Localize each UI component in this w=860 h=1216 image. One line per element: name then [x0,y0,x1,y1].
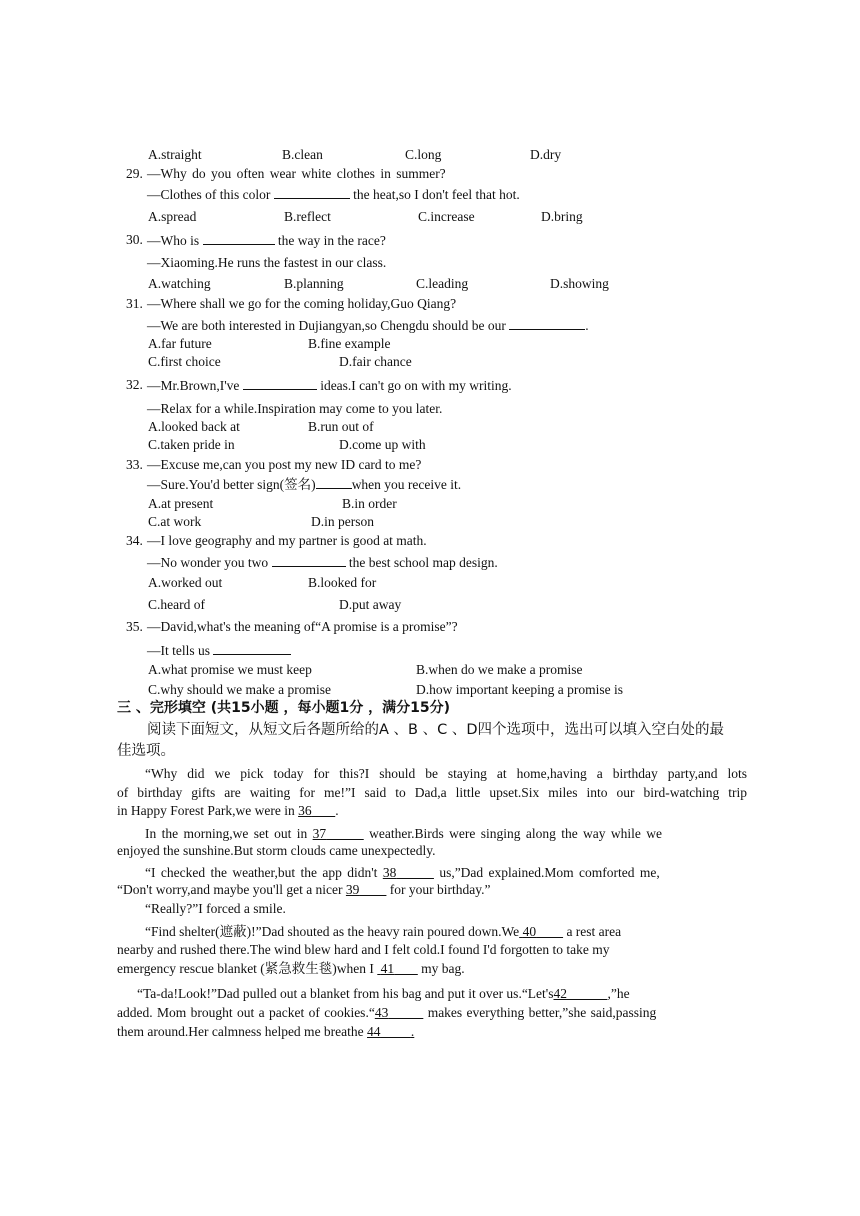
q32-option-c[interactable]: C.taken pride in [148,437,235,452]
blank-38-number: 38 [382,865,397,880]
passage-p1-line3 [117,802,339,820]
section-instruction-line2: 佳选项。 [117,743,175,759]
q28-option-a[interactable]: A.straight [148,147,202,162]
q35-option-a[interactable]: A.what promise we must keep [148,662,312,677]
q30-option-a[interactable]: A.watching [148,276,211,291]
passage-p5-line3-post: my bag. [421,961,465,976]
q31-option-d[interactable]: D.fair chance [339,354,412,369]
blank-40[interactable] [519,924,563,939]
q34-number: 34. [126,533,143,548]
passage-p5-line1-post: a rest area [566,924,622,939]
q29-reply-pre: —Clothes of this color [147,187,271,202]
q30-stem [147,231,386,250]
q34-option-b[interactable]: B.looked for [308,575,377,590]
q31-option-c[interactable]: C.first choice [148,354,221,369]
q32-number: 32. [126,377,143,392]
passage-p6-line2 [117,1004,656,1022]
q34-option-c[interactable]: C.heard of [148,597,205,612]
q30-option-b[interactable]: B.planning [284,276,344,291]
q29-option-c[interactable]: C.increase [418,209,475,224]
blank-44-number: 44 [367,1024,381,1039]
q31-option-b[interactable]: B.fine example [308,336,391,351]
blank-38[interactable] [383,865,434,880]
q35-option-b[interactable]: B.when do we make a promise [416,662,583,677]
q30-stem-pre: —Who is [147,233,200,248]
passage-p6-line2-post: makes everything better,”she said,passing [427,1005,657,1020]
q30-reply: —Xiaoming.He runs the fastest in our class. [147,255,387,270]
q31-reply-post: . [585,318,589,333]
passage-p3-line1-pre: “I checked the weather,but the app didn't [145,865,378,880]
blank-37-number: 37 [312,826,327,841]
blank-39[interactable] [346,882,387,897]
passage-p5-line3-pre: emergency rescue blanket (紧急救生毯)when I [117,961,374,976]
q33-option-b[interactable]: B.in order [342,496,397,511]
passage-p1-line3-end: . [335,803,339,818]
q28-option-b[interactable]: B.clean [282,147,323,162]
q29-stem: —Why do you often wear white clothes in summer? [147,166,446,181]
passage-p5-line3 [117,960,465,978]
q33-reply-post: when you receive it. [351,477,462,492]
q30-blank[interactable] [203,231,275,245]
q29-reply-post: the heat,so I don't feel that hot. [353,187,520,202]
q34-reply-pre: —No wonder you two [147,555,269,570]
q35-reply-pre: —It tells us [147,643,210,658]
blank-42[interactable] [553,986,607,1001]
q34-reply-post: the best school map design. [348,555,498,570]
q31-stem: —Where shall we go for the coming holiday,Guo Qiang? [147,296,457,311]
passage-p1-line2: of birthday gifts are waiting for me!”I said to Dad,a little upset.Six miles into our bird-watching trip [117,785,747,800]
q29-number: 29. [126,166,143,181]
q29-reply [147,185,520,204]
q34-option-d[interactable]: D.put away [339,597,402,612]
q35-option-d[interactable]: D.how important keeping a promise is [416,682,623,697]
q33-option-d[interactable]: D.in person [311,514,374,529]
q28-option-d[interactable]: D.dry [530,147,562,162]
q32-reply: —Relax for a while.Inspiration may come to you later. [147,401,443,416]
q35-reply [147,641,291,660]
blank-43[interactable] [375,1005,424,1020]
passage-p3-line1 [145,864,660,882]
passage-p6-line1 [137,985,630,1003]
q32-blank[interactable] [243,376,317,390]
q31-reply-pre: —We are both interested in Dujiangyan,so Chengdu should be our [147,318,506,333]
q32-option-a[interactable]: A.looked back at [148,419,240,434]
blank-39-number: 39 [345,882,360,897]
passage-p3-line2 [117,881,491,899]
blank-36[interactable] [298,803,335,818]
q31-reply [147,316,589,335]
blank-44[interactable] [367,1024,411,1039]
q31-number: 31. [126,296,143,311]
passage-p6-line3 [117,1023,414,1041]
q33-number: 33. [126,457,143,472]
q30-stem-post: the way in the race? [277,233,386,248]
blank-41[interactable] [377,961,418,976]
q32-stem-post: ideas.I can't go on with my writing. [320,378,512,393]
q33-reply [147,475,461,494]
section-instruction-line1: 阅读下面短文，从短文后各题所给的A 、B 、C 、D四个选项中，选出可以填入空白处的最 [147,722,724,738]
q34-stem: —I love geography and my partner is good at math. [147,533,427,548]
passage-p2-line1 [145,825,662,843]
passage-p3-line2-pre: “Don't worry,and maybe you'll get a nicer [117,882,343,897]
q32-option-b[interactable]: B.run out of [308,419,374,434]
q29-option-d[interactable]: D.bring [541,209,583,224]
q33-reply-pre: —Sure.You'd better sign(签名) [147,477,316,492]
q33-option-c[interactable]: C.at work [148,514,202,529]
q30-number: 30. [126,232,143,247]
passage-p4: “Really?”I forced a smile. [145,901,286,916]
passage-p1-line3-text: in Happy Forest Park,we were in [117,803,295,818]
passage-p6-line3-end: . [410,1024,415,1039]
blank-37[interactable] [313,826,364,841]
q35-blank[interactable] [213,641,291,655]
q31-blank[interactable] [509,316,585,330]
q28-option-c[interactable]: C.long [405,147,442,162]
passage-p5-line1 [145,923,621,941]
blank-43-number: 43 [374,1005,389,1020]
q34-option-a[interactable]: A.worked out [148,575,223,590]
passage-p2-line1-pre: In the morning,we set out in [145,826,308,841]
passage-p6-line1-pre: “Ta-da!Look!”Dad pulled out a blanket from his bag and put it over us.“Let's [137,986,554,1001]
q35-option-c[interactable]: C.why should we make a promise [148,682,331,697]
q34-reply [147,553,498,572]
passage-p1-line1: “Why did we pick today for this?I should be staying at home,having a birthday party,and lots [145,766,747,781]
passage-p3-line2-post: for your birthday.” [389,882,491,897]
blank-41-number: 41 [380,961,395,976]
passage-p2-line2: enjoyed the sunshine.But storm clouds came unexpectedly. [117,843,436,858]
blank-40-number: 40 [522,924,537,939]
passage-p2-line1-post: weather.Birds were singing along the way while we [369,826,663,841]
q33-blank[interactable] [316,475,352,489]
blank-42-number: 42 [553,986,567,1001]
passage-p5-line2: nearby and rushed there.The wind blew hard and I felt cold.I found I'd forgotten to take my [117,942,610,957]
q33-stem: —Excuse me,can you post my new ID card to me? [147,457,422,472]
passage-p6-line1-post: ,”he [607,986,630,1001]
q30-option-c[interactable]: C.leading [416,276,469,291]
q32-option-d[interactable]: D.come up with [339,437,426,452]
q34-blank[interactable] [272,553,346,567]
passage-p5-line1-pre: “Find shelter(遮蔽)!”Dad shouted as the heavy rain poured down.We [145,924,520,939]
q29-option-a[interactable]: A.spread [148,209,197,224]
q35-stem: —David,what's the meaning of“A promise is a promise”? [147,619,458,634]
q32-stem [147,376,512,395]
passage-p6-line2-pre: added. Mom brought out a packet of cookies.“ [117,1005,375,1020]
passage-p3-line1-post: us,”Dad explained.Mom comforted me, [439,865,660,880]
blank-36-number: 36 [298,803,312,818]
q33-option-a[interactable]: A.at present [148,496,214,511]
q29-option-b[interactable]: B.reflect [284,209,331,224]
section-heading: 三 、完形填空 (共15小题 ，每小题1分 ，满分15分) [117,700,450,716]
q32-stem-pre: —Mr.Brown,I've [147,378,240,393]
q31-option-a[interactable]: A.far future [148,336,212,351]
q30-option-d[interactable]: D.showing [550,276,609,291]
q35-number: 35. [126,619,143,634]
passage-p6-line3-pre: them around.Her calmness helped me breathe [117,1024,364,1039]
q29-blank[interactable] [274,185,350,199]
